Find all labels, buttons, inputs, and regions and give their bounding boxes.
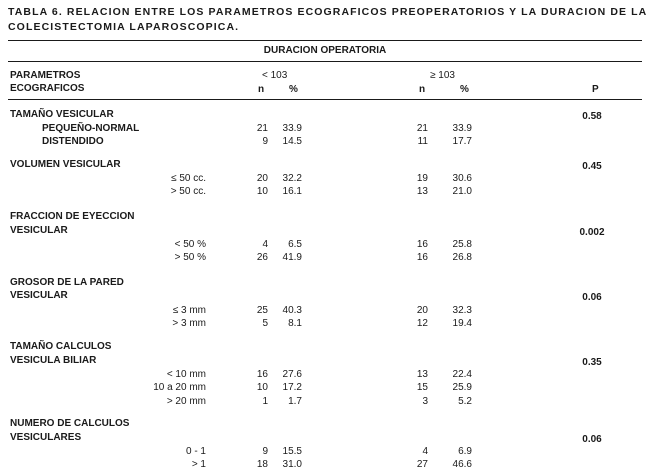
cell-n-ge103: 20 xyxy=(416,305,428,316)
banner-duracion-operatoria: DURACION OPERATORIA xyxy=(263,45,387,56)
cell-n-ge103: 15 xyxy=(416,382,428,393)
cell-n-lt103: 4 xyxy=(262,239,268,250)
cell-n-lt103: 26 xyxy=(256,252,268,263)
cell-pct-lt103: 14.5 xyxy=(282,136,302,147)
cell-n-ge103: 12 xyxy=(416,318,428,329)
cell-pct-ge103: 25.8 xyxy=(452,239,472,250)
section-title: VESICULAR xyxy=(10,290,68,301)
row-label: ≤ 50 cc. xyxy=(171,173,206,184)
row-label: PEQUEÑO-NORMAL xyxy=(42,123,140,134)
col-header-lt103: < 103 xyxy=(262,70,288,81)
section-title: VESICULA BILIAR xyxy=(10,355,97,366)
section-title: TAMAÑO CALCULOS xyxy=(10,341,112,352)
col-header-n1: n xyxy=(258,84,265,95)
cell-pct-ge103: 21.0 xyxy=(452,186,472,197)
cell-pct-ge103: 6.9 xyxy=(458,446,472,457)
row-label: > 50 cc. xyxy=(170,186,206,197)
cell-n-ge103: 11 xyxy=(417,136,428,147)
col-header-ge103: ≥ 103 xyxy=(430,70,455,81)
cell-pct-ge103: 22.4 xyxy=(452,369,472,380)
row-label: < 10 mm xyxy=(166,369,206,380)
cell-pct-lt103: 33.9 xyxy=(282,123,302,134)
cell-n-lt103: 25 xyxy=(256,305,268,316)
p-value: 0.35 xyxy=(582,357,602,368)
section-title: NUMERO DE CALCULOS xyxy=(10,418,130,429)
top-rule xyxy=(8,40,642,41)
cell-pct-lt103: 31.0 xyxy=(282,459,302,470)
cell-n-lt103: 10 xyxy=(256,186,268,197)
cell-pct-ge103: 26.8 xyxy=(452,252,472,263)
row-label: 10 a 20 mm xyxy=(153,382,206,393)
cell-n-lt103: 20 xyxy=(256,173,268,184)
banner-rule xyxy=(8,61,642,62)
cell-n-ge103: 3 xyxy=(422,396,428,407)
cell-n-ge103: 21 xyxy=(416,123,428,134)
col-header-pct1: % xyxy=(289,84,298,95)
cell-n-ge103: 13 xyxy=(416,369,428,380)
cell-pct-lt103: 41.9 xyxy=(282,252,302,263)
row-label: < 50 % xyxy=(174,239,206,250)
cell-pct-ge103: 46.6 xyxy=(452,459,472,470)
cell-n-lt103: 21 xyxy=(256,123,268,134)
cell-pct-ge103: 25.9 xyxy=(452,382,472,393)
p-value: 0.45 xyxy=(582,161,602,172)
cell-pct-ge103: 19.4 xyxy=(452,318,472,329)
cell-n-lt103: 10 xyxy=(256,382,268,393)
cell-n-ge103: 27 xyxy=(416,459,428,470)
p-value: 0.58 xyxy=(582,111,602,122)
cell-n-ge103: 16 xyxy=(416,239,428,250)
section-title: GROSOR DE LA PARED xyxy=(10,277,124,288)
section-title: TAMAÑO VESICULAR xyxy=(10,109,114,120)
cell-pct-lt103: 32.2 xyxy=(282,173,302,184)
cell-pct-lt103: 1.7 xyxy=(288,396,302,407)
cell-pct-lt103: 40.3 xyxy=(282,305,302,316)
col-header-p: P xyxy=(592,84,599,95)
cell-pct-lt103: 6.5 xyxy=(288,239,302,250)
row-label: DISTENDIDO xyxy=(42,136,104,147)
cell-n-lt103: 16 xyxy=(256,369,268,380)
section-title: VESICULAR xyxy=(10,225,68,236)
cell-n-ge103: 19 xyxy=(416,173,428,184)
cell-n-lt103: 5 xyxy=(262,318,268,329)
row-label: ≤ 3 mm xyxy=(172,305,206,316)
cell-n-ge103: 13 xyxy=(416,186,428,197)
cell-n-ge103: 16 xyxy=(416,252,428,263)
row-label: > 20 mm xyxy=(166,396,206,407)
section-title: VOLUMEN VESICULAR xyxy=(10,159,121,170)
section-title: FRACCION DE EYECCION xyxy=(10,211,135,222)
cell-pct-lt103: 15.5 xyxy=(282,446,302,457)
cell-pct-ge103: 30.6 xyxy=(452,173,472,184)
p-value: 0.06 xyxy=(582,292,602,303)
cell-pct-lt103: 16.1 xyxy=(282,186,302,197)
cell-n-lt103: 1 xyxy=(262,396,268,407)
col-header-parametros: PARAMETROS xyxy=(10,70,81,81)
col-header-n2: n xyxy=(419,84,426,95)
cell-pct-ge103: 5.2 xyxy=(458,396,472,407)
cell-pct-ge103: 33.9 xyxy=(452,123,472,134)
section-title: VESICULARES xyxy=(10,432,82,443)
row-label: 0 - 1 xyxy=(185,446,206,457)
cell-n-lt103: 9 xyxy=(262,446,268,457)
row-label: > 3 mm xyxy=(172,318,206,329)
cell-n-ge103: 4 xyxy=(422,446,428,457)
p-value: 0.06 xyxy=(582,434,602,445)
cell-pct-lt103: 8.1 xyxy=(288,318,302,329)
table-title-line1: TABLA 6. RELACION ENTRE LOS PARAMETROS ECOGRAFICOS PREOPERATORIOS Y LA DURACION DE LA xyxy=(8,6,648,18)
p-value: 0.002 xyxy=(579,227,605,238)
table-title-line2: COLECISTECTOMIA LAPAROSCOPICA. xyxy=(8,21,240,33)
cell-pct-lt103: 27.6 xyxy=(282,369,302,380)
cell-n-lt103: 9 xyxy=(262,136,268,147)
cell-n-lt103: 18 xyxy=(256,459,268,470)
cell-pct-lt103: 17.2 xyxy=(282,382,302,393)
cell-pct-ge103: 32.3 xyxy=(452,305,472,316)
header-rule xyxy=(8,99,642,100)
col-header-pct2: % xyxy=(460,84,469,95)
cell-pct-ge103: 17.7 xyxy=(452,136,472,147)
col-header-ecograficos: ECOGRAFICOS xyxy=(10,83,85,94)
row-label: > 1 xyxy=(191,459,206,470)
row-label: > 50 % xyxy=(174,252,206,263)
